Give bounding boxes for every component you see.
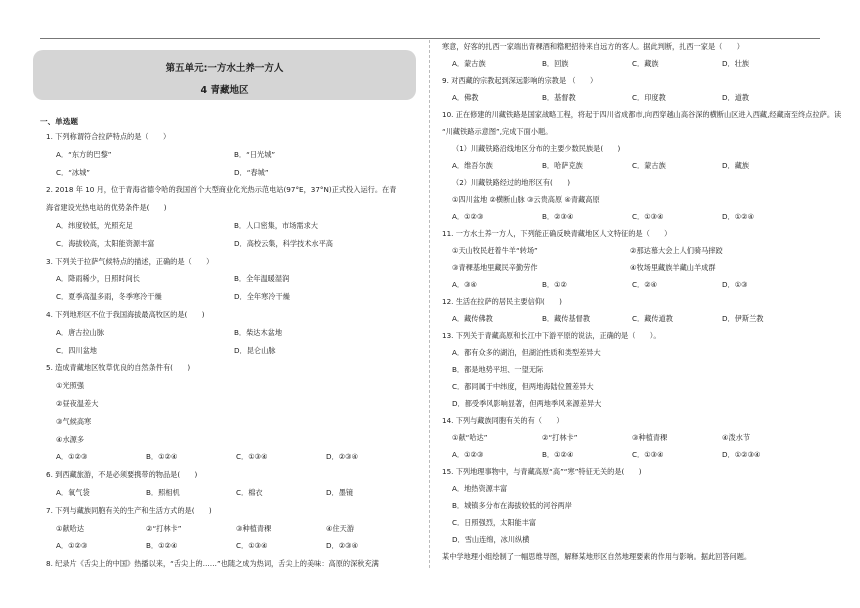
text-line: ④住天游 <box>326 523 355 533</box>
text-line: D．“春城” <box>234 167 269 177</box>
text-line: ①献“哈达” <box>452 433 488 442</box>
text-line: C．①③④ <box>632 212 664 221</box>
text-line: B．“日光城” <box>234 149 276 159</box>
text-line: C．夏季高温多雨，冬季寒冷干燥 <box>56 292 162 302</box>
text-line: 15. 下列地理事物中，与青藏高原“高”“寒”特征无关的是( ) <box>442 467 642 476</box>
text-line: D．①②③④ <box>722 450 761 459</box>
text-line: A．①②③ <box>452 450 484 459</box>
text-line: C．印度教 <box>632 93 666 102</box>
section-heading: 一、单选题 <box>40 117 78 126</box>
text-line: A．都有众多的湖泊，但湖泊性质和类型差异大 <box>452 348 601 357</box>
text-line: C．②④ <box>632 280 658 289</box>
text-line: C．蒙古族 <box>632 161 666 170</box>
text-line: B．基督教 <box>542 93 576 102</box>
text-line: 6. 到西藏旅游，不是必须要携带的物品是( ) <box>46 470 198 480</box>
text-line: 寒意，好客的扎西一家端出青稞酒和糌粑招待来自远方的客人。据此判断，扎西一家是（ ） <box>442 42 744 51</box>
lesson-title: 4 青藏地区 <box>200 85 249 96</box>
text-line: 14. 下列与藏族同胞有关的有（ ） <box>442 416 564 425</box>
text-line: C．①③④ <box>632 450 664 459</box>
text-line: C．藏族 <box>632 59 659 68</box>
text-line: B．藏传基督教 <box>542 314 591 323</box>
text-line: 4. 下列地形区不位于我国海拔最高牧区的是( ) <box>46 310 205 319</box>
text-line: D．全年寒冷干燥 <box>234 292 290 302</box>
text-line: B．①②④ <box>542 450 574 459</box>
text-line: A．佛教 <box>452 93 479 102</box>
text-line: A．地热资源丰富 <box>452 484 508 493</box>
text-line: C．海拔较高，太阳能资源丰富 <box>56 238 155 248</box>
text-line: 13. 下列关于青藏高原和长江中下游平原的说法，正确的是（ ）。 <box>442 331 661 340</box>
text-line: B．都是地势平坦、一望无际 <box>452 365 544 374</box>
text-line: “川藏铁路示意图”,完成下面小题。 <box>442 127 553 136</box>
text-line: 海省建设光热电站的优势条件是( ) <box>46 203 167 213</box>
text-line: A．维吾尔族 <box>452 161 493 170</box>
text-line: 1. 下列称谓符合拉萨特点的是（ ） <box>46 132 171 141</box>
text-line: ①献哈达 <box>56 523 85 533</box>
text-line: ②那达慕大会上人们骑马摔跤 <box>630 246 723 255</box>
text-line: B．哈萨克族 <box>542 161 583 170</box>
text-line: ①四川盆地 ②横断山脉 ③云贵高原 ④青藏高原 <box>452 195 600 204</box>
top-rule <box>40 38 820 39</box>
text-line: B．全年温暖湿润 <box>234 274 290 284</box>
text-line: C．“冰城” <box>56 167 91 177</box>
text-line: ③种植青稞 <box>632 433 668 442</box>
text-line: A．①②③ <box>452 212 484 221</box>
text-line: D．道教 <box>722 93 750 102</box>
text-line: D．墨镜 <box>326 488 354 497</box>
text-line: A．①②③ <box>56 452 88 462</box>
text-line: ③种植青稞 <box>236 523 272 533</box>
text-line: 7. 下列与藏族同胞有关的生产和生活方式的是( ) <box>46 505 212 515</box>
text-line: 5. 造成青藏地区牧草优良的自然条件有( ) <box>46 363 191 373</box>
text-line: B．柴达木盆地 <box>234 327 283 337</box>
text-line: D．①②④ <box>722 212 755 221</box>
text-line: A．唐古拉山脉 <box>56 327 105 337</box>
text-line: B．①②④ <box>146 541 178 551</box>
text-line: D．高校云集，科学技术水平高 <box>234 238 333 248</box>
text-line: 某中学地理小组绘制了一幅思维导图，解释某地形区自然地理要素的作用与影响。据此回答问题。 <box>442 552 752 561</box>
text-line: D．①③ <box>722 280 748 289</box>
text-line: （1）川藏铁路沿线地区分布的主要少数民族是( ) <box>452 144 621 153</box>
text-line: D．昆仑山脉 <box>234 345 276 355</box>
text-line: 9. 对西藏的宗教起到深远影响的宗教是 （ ） <box>442 76 598 85</box>
text-line: 11. 一方水土养一方人，下列能正确反映青藏地区人文特征的是（ ） <box>442 229 672 238</box>
text-line: ②“打林卡” <box>146 523 182 533</box>
text-line: ②昼夜温差大 <box>56 399 99 408</box>
text-line: C．棉衣 <box>236 488 263 497</box>
text-line: B．人口密集，市场需求大 <box>234 221 318 230</box>
text-line: B．照相机 <box>146 488 180 497</box>
text-line: C．日照强烈，太阳能丰富 <box>452 518 537 527</box>
text-line: ②“打林卡” <box>542 433 578 442</box>
text-line: C．①③④ <box>236 541 268 551</box>
text-line: ④水源多 <box>56 434 85 444</box>
text-line: A．①②③ <box>56 541 88 551</box>
text-line: D．②③④ <box>326 541 359 551</box>
text-line: D．雪山连绵，冰川纵横 <box>452 535 530 544</box>
text-line: ③青稞基地里藏民辛勤劳作 <box>452 263 538 272</box>
unit-title: 第五单元:一方水土养一方人 <box>165 63 284 74</box>
text-line: B．回族 <box>542 59 569 68</box>
text-line: ④牧场里藏族羊藏山羊成群 <box>630 263 716 272</box>
text-line: D．壮族 <box>722 59 750 68</box>
text-line: C．藏传道教 <box>632 314 673 323</box>
text-line: A．纬度较低，光照充足 <box>56 221 133 230</box>
text-line: D．藏族 <box>722 161 750 170</box>
text-line: A．氧气袋 <box>56 488 90 497</box>
text-line: B．①②④ <box>146 452 178 462</box>
text-line: A．“东方的巴黎” <box>56 149 112 159</box>
text-line: 12. 生活在拉萨的居民主要信仰( ) <box>442 297 562 306</box>
text-line: ①光照强 <box>56 381 85 391</box>
text-line: 10. 正在修建的川藏铁路是国家战略工程，将起于四川省成都市,向西穿越山高谷深的横断山区进入西藏,经藏南至终点拉萨。读 <box>442 110 842 119</box>
text-line: B．城镇多分布在海拔较低的河谷两岸 <box>452 501 572 510</box>
text-line: ③气候高寒 <box>56 416 92 426</box>
text-line: ①天山牧民赶着牛羊“转场” <box>452 246 538 255</box>
text-line: A．③④ <box>452 280 477 289</box>
text-line: D．伊斯兰教 <box>722 314 764 323</box>
column-divider <box>429 40 430 568</box>
text-line: A．降雨稀少，日照时间长 <box>56 274 140 284</box>
text-line: C．①③④ <box>236 452 268 462</box>
text-line: 2. 2018 年 10 月，位于青海省德令哈的我国首个大型商业化光热示范电站(97°E，37°N)正式投入运行。在青 <box>46 185 397 195</box>
text-line: B．①② <box>542 280 568 289</box>
text-line: D．都受季风影响显著，但两地季风来源差异大 <box>452 399 602 408</box>
text-line: A．藏传佛教 <box>452 314 493 323</box>
text-line: C．都同属于中纬度，但两地海陆位置差异大 <box>452 382 594 391</box>
text-line: ④泼水节 <box>722 433 751 442</box>
text-line: C．四川盆地 <box>56 345 97 355</box>
text-line: 3. 下列关于拉萨气候特点的描述，正确的是（ ） <box>46 256 214 266</box>
text-line: B．②③④ <box>542 212 574 221</box>
text-line: 8. 纪录片《舌尖上的中国》热播以来，“舌尖上的……”也随之成为热词，舌尖上的美味：高原的深秋充满 <box>46 559 379 569</box>
text-line: D．②③④ <box>326 452 359 462</box>
text-line: A．蒙古族 <box>452 59 486 68</box>
text-line: （2）川藏铁路经过的地形区有( ) <box>452 178 570 187</box>
